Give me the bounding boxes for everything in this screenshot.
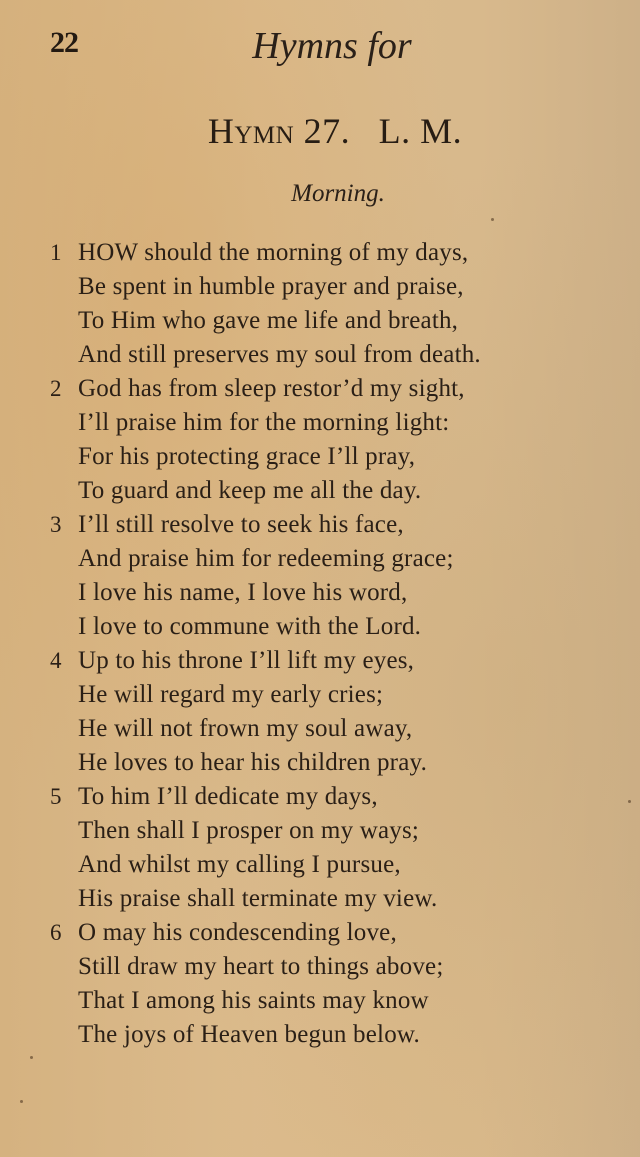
- verse-line: HOW should the morning of my days,: [78, 239, 469, 266]
- verse-3: [0, 508, 640, 638]
- verse-number: 5: [50, 784, 62, 809]
- verse-line: To him I’ll dedicate my days,: [78, 783, 378, 810]
- verse-line: His praise shall terminate my view.: [78, 885, 438, 912]
- verse-line: And still preserves my soul from death.: [78, 341, 481, 368]
- verse-line: I’ll praise him for the morning light:: [78, 409, 450, 436]
- paper-speck: [20, 1100, 23, 1103]
- verse-line: He will not frown my soul away,: [78, 715, 413, 742]
- verse-4: [0, 644, 640, 774]
- verse-line: To guard and keep me all the day.: [78, 477, 422, 504]
- verse-number: 2: [50, 376, 62, 401]
- verse-line: He will regard my early cries;: [78, 681, 384, 708]
- verse-line: I love to commune with the Lord.: [78, 613, 422, 640]
- verse-number: 1: [50, 240, 62, 265]
- verse-line: He loves to hear his children pray.: [78, 749, 428, 776]
- hymn-number: 27.: [303, 111, 351, 151]
- verse-line: Be spent in humble prayer and praise,: [78, 273, 464, 300]
- verse-line: To Him who gave me life and breath,: [78, 307, 459, 334]
- verse-number: 4: [50, 648, 62, 673]
- paper-speck: [491, 218, 494, 221]
- verse-line: That I among his saints may know: [78, 987, 429, 1014]
- verse-line: I’ll still resolve to seek his face,: [78, 511, 404, 538]
- verse-5: [0, 780, 640, 910]
- verse-line: Still draw my heart to things above;: [78, 953, 444, 980]
- verse-line: And whilst my calling I pursue,: [78, 851, 401, 878]
- verse-line: God has from sleep restor’d my sight,: [78, 375, 465, 402]
- hymn-subtitle: Morning.: [291, 180, 385, 207]
- running-title: Hymns for: [252, 25, 412, 67]
- paper-speck: [628, 800, 631, 803]
- verse-1: [0, 236, 640, 366]
- verse-line: The joys of Heaven begun below.: [78, 1021, 420, 1048]
- verse-line: I love his name, I love his word,: [78, 579, 408, 606]
- hymn-meter: L. M.: [378, 111, 463, 151]
- hymn-title: [0, 110, 640, 152]
- verse-2: [0, 372, 640, 502]
- verse-line: O may his condescending love,: [78, 919, 397, 946]
- paper-speck: [30, 1056, 33, 1059]
- verse-line: Up to his throne I’ll lift my eyes,: [78, 647, 415, 674]
- page-header: [0, 22, 640, 72]
- verse-line: And praise him for redeeming grace;: [78, 545, 454, 572]
- verse-6: [0, 916, 640, 1046]
- verse-line: Then shall I prosper on my ways;: [78, 817, 420, 844]
- verse-number: 6: [50, 920, 62, 945]
- hymn-title-word: Hymn: [207, 111, 295, 151]
- verse-line: For his protecting grace I’ll pray,: [78, 443, 416, 470]
- page-number: 22: [50, 26, 78, 59]
- verse-number: 3: [50, 512, 62, 537]
